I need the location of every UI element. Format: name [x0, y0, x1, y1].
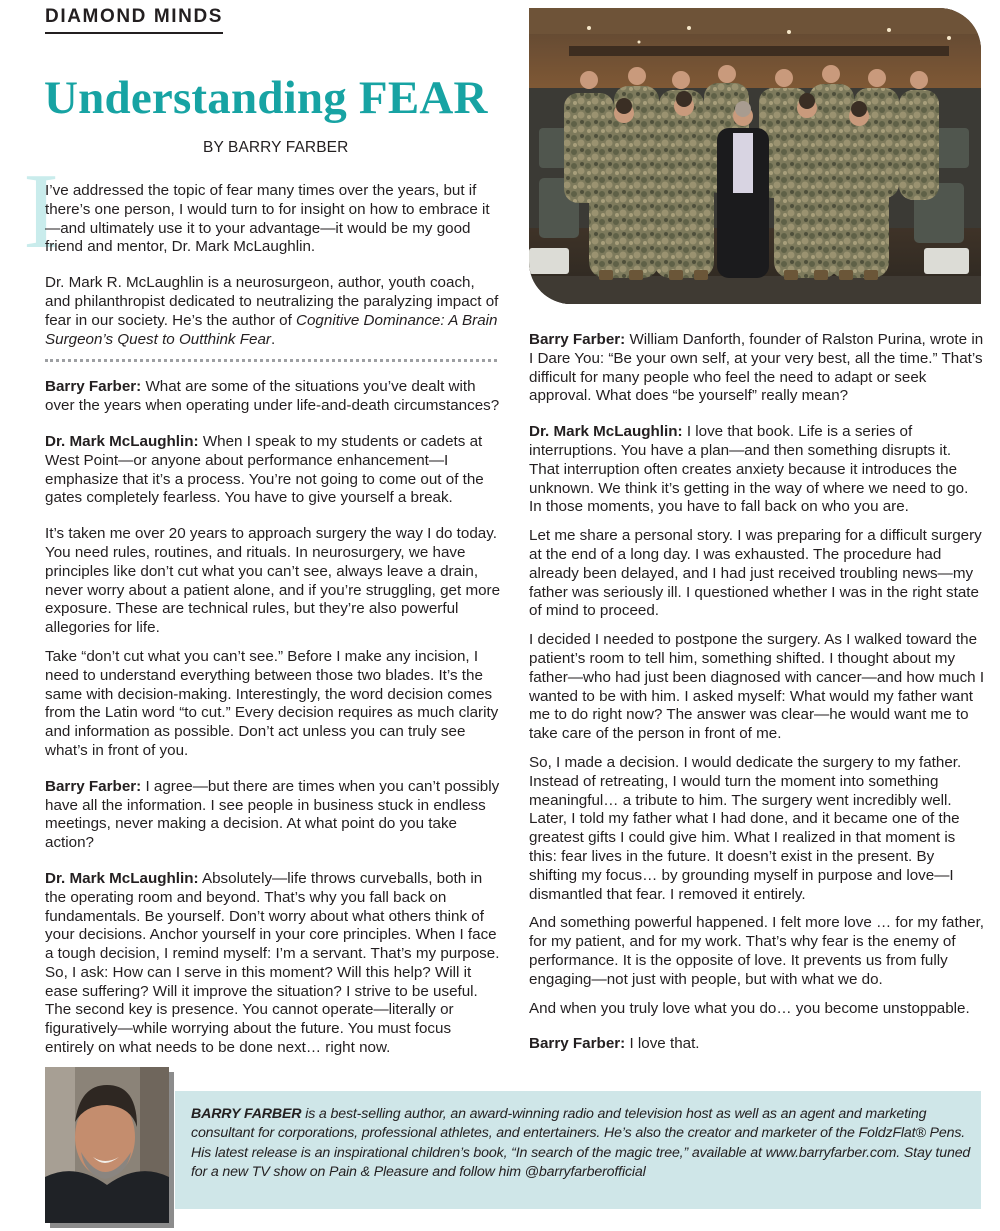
author-portrait	[45, 1067, 169, 1223]
group-photo-icon	[529, 8, 981, 304]
interview-paragraph	[529, 331, 985, 406]
article-headline: Understanding FEAR	[44, 72, 488, 124]
speaker-label: Dr. Mark McLaughlin:	[45, 432, 199, 450]
paragraph-text: When I speak to my students or cadets at West Point—or anyone about performance enhancement—I emphasize that it’s a process. You’re not going to come out of the gates completely fearless. You have to give yourself a break.	[45, 432, 484, 507]
interview-paragraph	[45, 433, 501, 508]
paragraph-text: I love that.	[625, 1035, 700, 1053]
left-column	[23, 152, 501, 1068]
intro-paragraph-wrap	[23, 152, 501, 271]
author-portrait-icon	[45, 1067, 169, 1223]
paragraph-text: Let me share a personal story. I was preparing for a difficult surgery at the end of a long day. I was exhausted. The procedure had already been delayed, and I had just received troubling news—my father was seriously ill. I questioned whether I was in the right state of mind to proceed.	[529, 527, 982, 620]
group-photo	[529, 8, 981, 304]
paragraph-text: Absolutely—life throws curveballs, both in the operating room and beyond. That’s why you fall back on fundamentals. Be yourself. Don’t worry about what others think of your decisions. Anchor yourself in your core principles. When I face a tough decision, I remind myself: I’m a servant. That’s my purpose. So, I ask: How can I serve in this moment? Will this help? Will it ease suffering? Will it improve the situation? I strive to be useful. The second key is presence. You cannot operate—literally or figuratively—while worrying about the future. You must focus entirely on what needs to be done next… right now.	[45, 869, 500, 1057]
paragraph-text: I agree—but there are times when you can’t possibly have all the information. I see people in business stuck in endless meetings, never making a decision. At what point do you take action?	[45, 777, 500, 852]
author-bio-name: BARRY FARBER	[191, 1106, 302, 1122]
speaker-label: Barry Farber:	[529, 331, 626, 348]
left-interview	[45, 378, 501, 1058]
byline: BY BARRY FARBER	[203, 139, 349, 156]
author-bio	[191, 1105, 981, 1183]
section-label: DIAMOND MINDS	[45, 6, 223, 34]
paragraph-text: And when you truly love what you do… you become unstoppable.	[529, 999, 970, 1017]
book-title: Cognitive Dominance: A Brain Surgeon’s Quest to Outthink Fear	[45, 311, 498, 348]
speaker-label: Barry Farber:	[45, 777, 142, 795]
paragraph-text: And something powerful happened. I felt more love … for my father, for my patient, and for my work. That’s why fear is the enemy of performance. It is the opposite of love. It prevents us from fully engaging—not just with people, but with what we do.	[529, 914, 985, 988]
guest-bio-suffix: .	[270, 330, 276, 348]
speaker-label: Dr. Mark McLaughlin:	[45, 869, 199, 887]
interview-paragraph	[529, 1035, 985, 1054]
interview-paragraph	[45, 778, 501, 853]
interview-paragraph	[529, 631, 985, 744]
dotted-divider	[45, 359, 497, 362]
interview-paragraph	[45, 525, 501, 638]
guest-bio-paragraph	[45, 274, 501, 349]
speaker-label: Barry Farber:	[45, 378, 142, 396]
right-interview	[529, 331, 985, 1054]
interview-paragraph	[529, 754, 985, 904]
interview-paragraph	[45, 378, 501, 416]
paragraph-text: I love that book. Life is a series of interruptions. You have a plan—and then something disrupts it. That interruption often creates anxiety because it introduces the unknown. We think it’s getting in the way of where we need to go. In those moments, you have to fall back on who you are.	[529, 423, 969, 516]
interview-paragraph	[45, 870, 501, 1058]
paragraph-text: What are some of the situations you’ve dealt with over the years when operating under life-and-death circumstances?	[45, 378, 500, 415]
paragraph-text: I decided I needed to postpone the surgery. As I walked toward the patient’s room to tell him, something shifted. I thought about my father—who had just been diagnosed with cancer—and how much I wanted to be with him. I asked myself: What would my father want me to do right now? The answer was clear—he would want me to take care of the person in front of me.	[529, 631, 985, 743]
guest-bio-text: Dr. Mark R. McLaughlin is a neurosurgeon, author, youth coach, and philanthropist dedicated to neutralizing the paralyzing impact of fear in our society. He’s the author of	[45, 274, 499, 329]
paragraph-text: So, I made a decision. I would dedicate the surgery to my father. Instead of retreating, I would turn the moment into something meaningful… a tribute to him. The surgery went incredibly well. Later, I told my father what I had done, and it became one of the greatest gifts I could give him. What I realized in that moment is this: fear lives in the future. It doesn’t exist in the present. By shifting my focus… by grounding myself in purpose and love—I dismantled that fear. I removed it entirely.	[529, 753, 962, 903]
interview-paragraph	[529, 423, 985, 517]
interview-paragraph	[529, 527, 985, 621]
speaker-label: Dr. Mark McLaughlin:	[529, 423, 683, 441]
right-column	[529, 331, 985, 1064]
drop-cap: I	[23, 152, 59, 271]
paragraph-text: Take “don’t cut what you can’t see.” Before I make any incision, I need to understand everything between those two blades. It’s the same with decision-making. Interestingly, the word decision comes from the Latin word “to cut.” Every decision requires as much clarity and information as possible. Don’t act unless you can truly see what’s in front of you.	[45, 647, 499, 759]
speaker-label: Barry Farber:	[529, 1035, 626, 1053]
interview-paragraph	[45, 648, 501, 761]
intro-paragraph: I’ve addressed the topic of fear many times over the years, but if there’s one person, I would turn to for insight on how to embrace it—and ultimately use it to your advantage—it would be my good friend and mentor, Dr. Mark McLaughlin.	[45, 182, 490, 256]
interview-paragraph	[529, 1000, 985, 1019]
author-bio-text: is a best-selling author, an award-winning radio and television host as well as an agent and marketing consultant for corporations, professional athletes, and entertainers. He’s also the creator and marketer of the FoldzFlat® Pens. His latest release is an inspirational children’s book, “In search of the magic tree,” available at www.barryfarber.com. Stay tuned for a new TV show on Pain & Pleasure and follow him @barryfarberofficial	[191, 1106, 971, 1181]
paragraph-text: It’s taken me over 20 years to approach surgery the way I do today. You need rules, routines, and rituals. In neurosurgery, we have principles like don’t cut what you can’t see, always leave a drain, never worry about a patient alone, and if you’re struggling, get more exposure. These are technical rules, but they’re also powerful allegories for life.	[45, 525, 501, 637]
interview-paragraph	[529, 914, 985, 989]
paragraph-text: William Danforth, founder of Ralston Purina, wrote in I Dare You: “Be your own self, at your very best, all the time.” That’s difficult for many people who feel the need to adapt or seek approval. What does “be yourself” really mean?	[529, 331, 984, 405]
